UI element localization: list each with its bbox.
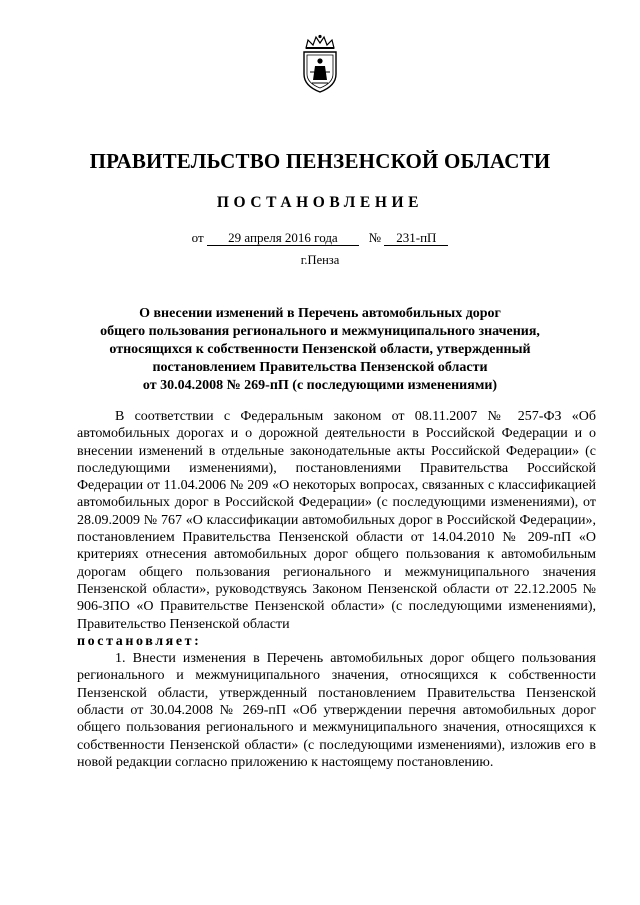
- document-number: 231-пП: [384, 230, 448, 246]
- document-body: [77, 408, 596, 771]
- document-date: 29 апреля 2016 года: [207, 230, 359, 246]
- item-1-paragraph: 1. Внести изменения в Перечень автомобильных дорог общего пользования регионального и межмуниципального значения, относящихся к собственности Пензенской области, утвержденный постановлением Правительства Пензенской области от 30.04.2008 № 269-пП «Об утверждении перечня автомобильных дорог общего пользования регионального и межмуниципального значения, относящихся к собственности Пензенской области» (с последующими изменениями), изложив его в новой редакции согласно приложению к настоящему постановлению.: [77, 651, 596, 770]
- subject-line: от 30.04.2008 № 269-пП (с последующими изменениями): [142, 378, 498, 393]
- decides-heading: постановляет:: [77, 633, 202, 649]
- subject-line: общего пользования регионального и межмуниципального значения,: [100, 324, 540, 339]
- city: г.Пенза: [300, 253, 340, 267]
- preamble-paragraph: В соответствии с Федеральным законом от 08.11.2007 № 257-ФЗ «Об автомобильных дорогах и о дорожной деятельности в Российской Федерации и о внесении изменений в отдельные законодательные акты Российской Федерации» (с последующими изменениями), постановлениями Правительства Российской Федерации от 11.04.2006 № 209 «О некоторых вопросах, связанных с классификацией автомобильных дорог в Российской Федерации» (с последующими изменениями), от 28.09.2009 № 767 «О классификации автомобильных дорог в Российской Федерации», постановлением Правительства Пензенской области от 14.04.2010 № 209-пП «О критериях отнесения автомобильных дорог общего пользования к автомобильным дорогам общего пользования регионального и межмуниципального значения Пензенской области», руководствуясь Законом Пензенской области от 22.12.2005 № 906-ЗПО «О Правительстве Пензенской области» (с последующими изменениями), Правительство Пензенской области: [77, 409, 596, 632]
- government-title: ПРАВИТЕЛЬСТВО ПЕНЗЕНСКОЙ ОБЛАСТИ: [89, 149, 551, 173]
- document-subject: [100, 305, 540, 395]
- date-prefix: от: [191, 230, 204, 245]
- number-sign: №: [368, 230, 382, 245]
- subject-line: постановлением Правительства Пензенской области: [152, 360, 488, 375]
- subject-line: О внесении изменений в Перечень автомобильных дорог: [139, 306, 501, 321]
- document-type: ПОСТАНОВЛЕНИЕ: [216, 194, 424, 211]
- coat-of-arms-icon: [298, 34, 342, 94]
- date-number-line: [0, 230, 640, 246]
- subject-line: относящихся к собственности Пензенской области, утвержденный: [109, 342, 531, 357]
